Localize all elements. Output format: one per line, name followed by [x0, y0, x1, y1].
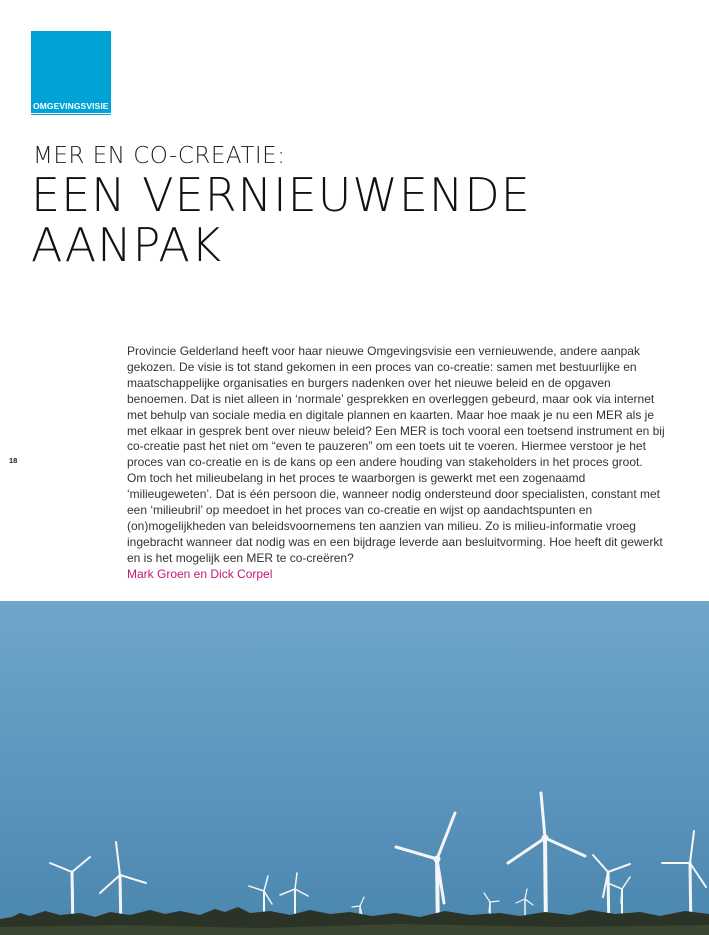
intro-paragraph-1: Provincie Gelderland heeft voor haar nieuwe Omgevingsvisie een vernieuwende, andere aanpak gekozen. De visie is tot stand gekomen in een proces van co-creatie: samen met bestuurlijke en maatschappelijke organisaties en burgers nadenken over het nieuwe beleid en de opgaven benoemen. Dat is niet alleen in ‘normale’ gesprekken en overleggen gebeurd, maar ook via internet met behulp van sociale media en digitale plannen en kaarten. Maar hoe maak je nu een MER als je met elkaar in gesprek bent over nieuw beleid? Een MER is toch vooral een toetsend instrument en bij co-creatie past het niet om “even te pauzeren” om een toets uit te voeren. Hiermee verstoor je het proces van co-creatie en is de kans op een andere houding van stakeholders in het proces groot.	[127, 344, 665, 470]
article-title: EEN VERNIEUWENDE AANPAK	[31, 168, 531, 272]
article-kicker: MER EN CO-CREATIE:	[33, 143, 286, 169]
wind-turbines-photo	[0, 601, 709, 935]
section-rule	[31, 114, 111, 115]
sky	[0, 601, 709, 935]
photo-illustration	[0, 601, 709, 935]
section-tag: OMGEVINGSVISIE	[33, 101, 109, 111]
author-byline: Mark Groen en Dick Corpel	[127, 566, 273, 581]
section-color-block	[31, 31, 111, 113]
intro-paragraph-2: Om toch het milieubelang in het proces te waarborgen is gewerkt met een zogenaamd ‘milieugeweten’. Dat is één persoon die, wanneer nodig ondersteund door specialisten, constant met een ‘milieubril’ op meedoet in het proces van co-creatie en wijst op aandachtspunten en (on)mogelijkheden van beleidsvoornemens ten aanzien van milieu. Zo is milieu-informatie vroeg ingebracht wanneer dat nodig was en een bijdrage leverde aan besluitvorming. Hoe heeft dit gewerkt en is het mogelijk een MER te co-creëren?	[127, 471, 663, 565]
article-intro	[127, 344, 669, 583]
page-number: 18	[9, 456, 18, 465]
